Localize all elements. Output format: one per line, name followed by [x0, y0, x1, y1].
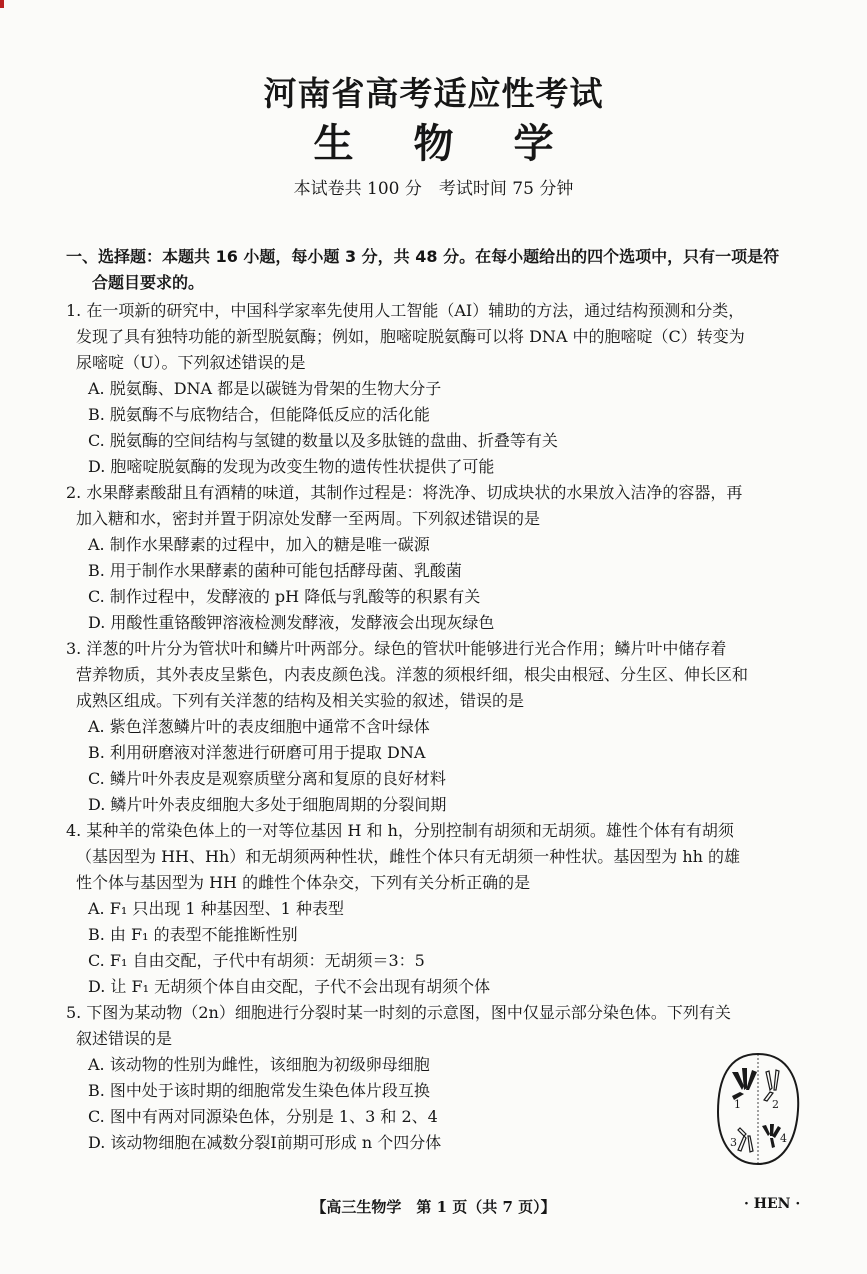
stem-line: 性个体与基因型为 HH 的雌性个体杂交，下列有关分析正确的是 [76, 873, 531, 892]
question-2 [66, 480, 806, 636]
stem-line: 5. 下图为某动物（2n）细胞进行分裂时某一时刻的示意图，图中仅显示部分染色体。下列有关 [66, 1003, 731, 1022]
stem-line: 成熟区组成。下列有关洋葱的结构及相关实验的叙述，错误的是 [76, 691, 525, 710]
option-c: C. 脱氨酶的空间结构与氢键的数量以及多肽链的盘曲、折叠等有关 [88, 431, 558, 450]
option-c: C. 制作过程中，发酵液的 pH 降低与乳酸等的积累有关 [88, 587, 481, 606]
question-1 [66, 298, 806, 480]
subject-char: 物 [413, 121, 454, 167]
question-5 [66, 1000, 806, 1156]
label-3: 3 [730, 1136, 737, 1149]
option-a: A. F₁ 只出现 1 种基因型、1 种表型 [88, 899, 344, 918]
option-b: B. 用于制作水果酵素的菌种可能包括酵母菌、乳酸菌 [88, 561, 462, 580]
exam-title: 河南省高考适应性考试 [263, 74, 604, 113]
stem-line: 1. 在一项新的研究中，中国科学家率先使用人工智能（AI）辅助的方法，通过结构预测和分类， [66, 301, 745, 320]
question-stem [66, 298, 806, 376]
question-3 [66, 636, 806, 818]
label-1: 1 [734, 1098, 741, 1111]
question-list [66, 298, 806, 1156]
section-heading [66, 244, 804, 296]
region-tag: · HEN · [744, 1196, 801, 1212]
option-d: D. 让 F₁ 无胡须个体自由交配，子代不会出现有胡须个体 [88, 977, 491, 996]
option-d: D. 胞嘧啶脱氨酶的发现为改变生物的遗传性状提供了可能 [88, 457, 495, 476]
option-a: A. 制作水果酵素的过程中，加入的糖是唯一碳源 [88, 535, 430, 554]
section-line: 合题目要求的。 [92, 273, 205, 292]
question-stem [66, 636, 806, 714]
option-b: B. 由 F₁ 的表型不能推断性别 [88, 925, 298, 944]
label-2: 2 [772, 1098, 779, 1111]
stem-line: 发现了具有独特功能的新型脱氨酶；例如，胞嘧啶脱氨酶可以将 DNA 中的胞嘧啶（C）转变为 [76, 327, 745, 346]
stem-line: 2. 水果酵素酸甜且有酒精的味道，其制作过程是：将洗净、切成块状的水果放入洁净的容器，再 [66, 483, 743, 502]
chromosome-4 [762, 1124, 781, 1148]
label-4: 4 [780, 1132, 787, 1145]
subject-title [0, 112, 867, 169]
option-a: A. 该动物的性别为雌性，该细胞为初级卵母细胞 [88, 1055, 430, 1074]
question-stem [66, 1000, 806, 1052]
option-d: D. 该动物细胞在减数分裂Ⅰ前期可形成 n 个四分体 [88, 1133, 442, 1152]
option-c: C. 图中有两对同源染色体，分别是 1、3 和 2、4 [88, 1107, 438, 1126]
subject-char: 学 [513, 121, 554, 167]
chromosome-1 [732, 1068, 757, 1100]
chromosome-2 [764, 1070, 779, 1101]
option-a: A. 紫色洋葱鳞片叶的表皮细胞中通常不含叶绿体 [88, 717, 430, 736]
question-stem [66, 818, 806, 896]
question-4 [66, 818, 806, 1000]
section-line: 一、选择题：本题共 16 小题，每小题 3 分，共 48 分。在每小题给出的四个选项中，只有一项是符 [66, 247, 780, 266]
option-c: C. F₁ 自由交配，子代中有胡须：无胡须＝3：5 [88, 951, 425, 970]
stem-line: 尿嘧啶（U）。下列叙述错误的是 [76, 353, 306, 372]
stem-line: 4. 某种羊的常染色体上的一对等位基因 H 和 h，分别控制有胡须和无胡须。雄性个体有有胡须 [66, 821, 734, 840]
stem-line: 3. 洋葱的叶片分为管状叶和鳞片叶两部分。绿色的管状叶能够进行光合作用；鳞片叶中储存着 [66, 639, 727, 658]
chromosome-3 [738, 1128, 753, 1152]
option-d: D. 用酸性重铬酸钾溶液检测发酵液，发酵液会出现灰绿色 [88, 613, 495, 632]
question-stem [66, 480, 806, 532]
subject-char: 生 [313, 121, 354, 167]
option-b: B. 利用研磨液对洋葱进行研磨可用于提取 DNA [88, 743, 426, 762]
page-footer: 【高三生物学 第 1 页（共 7 页）】 [311, 1198, 556, 1216]
stem-line: （基因型为 HH、Hh）和无胡须两种性状，雌性个体只有无胡须一种性状。基因型为 hh 的雄 [76, 847, 741, 866]
option-b: B. 脱氨酶不与底物结合，但能降低反应的活化能 [88, 405, 430, 424]
option-c: C. 鳞片叶外表皮是观察质壁分离和复原的良好材料 [88, 769, 446, 788]
exam-info: 本试卷共 100 分 考试时间 75 分钟 [293, 179, 574, 199]
option-a: A. 脱氨酶、DNA 都是以碳链为骨架的生物大分子 [88, 379, 442, 398]
cell-division-diagram [712, 1050, 804, 1168]
option-d: D. 鳞片叶外表皮细胞大多处于细胞周期的分裂间期 [88, 795, 447, 814]
stem-line: 叙述错误的是 [76, 1029, 173, 1048]
stem-line: 加入糖和水，密封并置于阴凉处发酵一至两周。下列叙述错误的是 [76, 509, 541, 528]
stem-line: 营养物质，其外表皮呈紫色，内表皮颜色浅。洋葱的须根纤细，根尖由根冠、分生区、伸长区和 [76, 665, 749, 684]
option-b: B. 图中处于该时期的细胞常发生染色体片段互换 [88, 1081, 430, 1100]
corner-mark [0, 0, 4, 8]
